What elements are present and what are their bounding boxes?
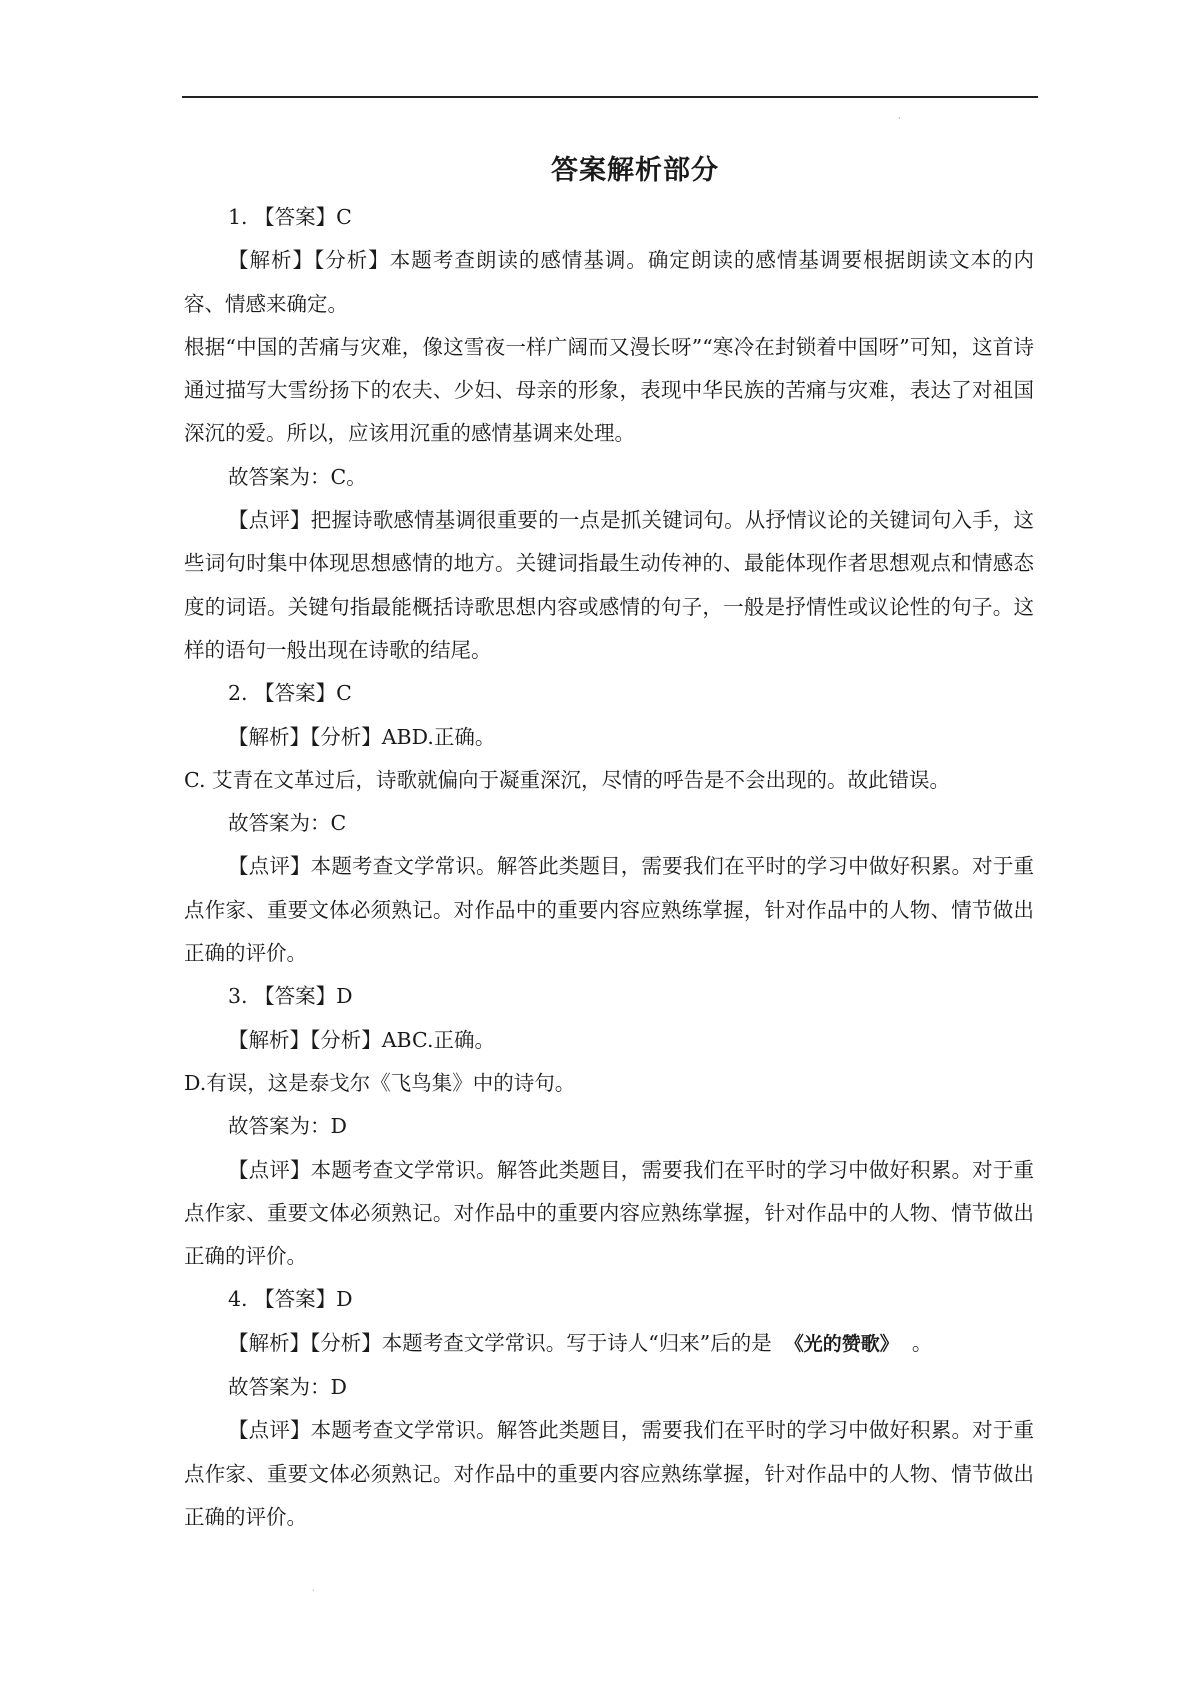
analysis-text: 【解析】【分析】ABC.正确。 bbox=[228, 1027, 495, 1052]
answer-line: 4. 【答案】D bbox=[228, 1287, 353, 1312]
analysis-prefix: 【解析】【分析】本题考查文学常识。写于诗人“归来”后的是 bbox=[228, 1330, 772, 1355]
detail-text: C. 艾青在文革过后，诗歌就偏向于凝重深沉，尽情的呼告是不会出现的。故此错误。 bbox=[184, 767, 950, 792]
answer-line: 3. 【答案】D bbox=[228, 984, 353, 1009]
conclusion-text: 故答案为：D bbox=[228, 1375, 347, 1400]
answer-line: 1. 【答案】C bbox=[228, 205, 352, 229]
detail-text: D.有误，这是泰戈尔《飞鸟集》中的诗句。 bbox=[184, 1070, 576, 1095]
answer-content bbox=[184, 196, 1034, 1539]
analysis-text bbox=[184, 1322, 1034, 1366]
analysis-text: 【解析】【分析】本题考查朗读的感情基调。确定朗读的感情基调要根据朗读文本的内容、情感来确定。 bbox=[184, 248, 1034, 316]
comment-text: 【点评】把握诗歌感情基调很重要的一点是抓关键词句。从抒情议论的关键词句入手，这些词句时集中体现思想感情的地方。关键词指最生动传神的、最能体现作者思想观点和情感态度的词语。关键句指最能概括诗歌思想内容或感情的句子，一般是抒情性或议论性的句子。这样的语句一般出现在诗歌的结尾。 bbox=[184, 508, 1034, 662]
comment-text: 【点评】本题考查文学常识。解答此类题目，需要我们在平时的学习中做好积累。对于重点作家、重要文体必须熟记。对作品中的重要内容应熟练掌握，针对作品中的人物、情节做出正确的评价。 bbox=[184, 854, 1034, 966]
analysis-text: 【解析】【分析】ABD.正确。 bbox=[228, 724, 496, 749]
highlighted-title: 《光的赞歌》 bbox=[784, 1332, 899, 1355]
comment-text: 【点评】本题考查文学常识。解答此类题目，需要我们在平时的学习中做好积累。对于重点作家、重要文体必须熟记。对作品中的重要内容应熟练掌握，针对作品中的人物、情节做出正确的评价。 bbox=[184, 1157, 1034, 1269]
page-title: 答案解析部分 bbox=[551, 155, 719, 186]
conclusion-text: 故答案为：C。 bbox=[228, 464, 367, 489]
header-rule bbox=[182, 96, 1038, 98]
analysis-suffix: 。 bbox=[911, 1330, 933, 1355]
comment-text: 【点评】本题考查文学常识。解答此类题目，需要我们在平时的学习中做好积累。对于重点作家、重要文体必须熟记。对作品中的重要内容应熟练掌握，针对作品中的人物、情节做出正确的评价。 bbox=[184, 1418, 1034, 1529]
footer-dot: · bbox=[312, 1586, 315, 1595]
answer-line: 2. 【答案】C bbox=[228, 681, 352, 706]
detail-text: 根据“中国的苦痛与灾难，像这雪夜一样广阔而又漫长呀”“寒冷在封锁着中国呀”可知，这首诗通过描写大雪纷扬下的农夫、少妇、母亲的形象，表现中华民族的苦痛与灾难，表达了对祖国深沉的爱。所以，应该用沉重的感情基调来处理。 bbox=[184, 334, 1034, 446]
header-dot: · bbox=[898, 114, 901, 123]
conclusion-text: 故答案为：D bbox=[228, 1114, 347, 1139]
conclusion-text: 故答案为：C bbox=[228, 811, 347, 836]
